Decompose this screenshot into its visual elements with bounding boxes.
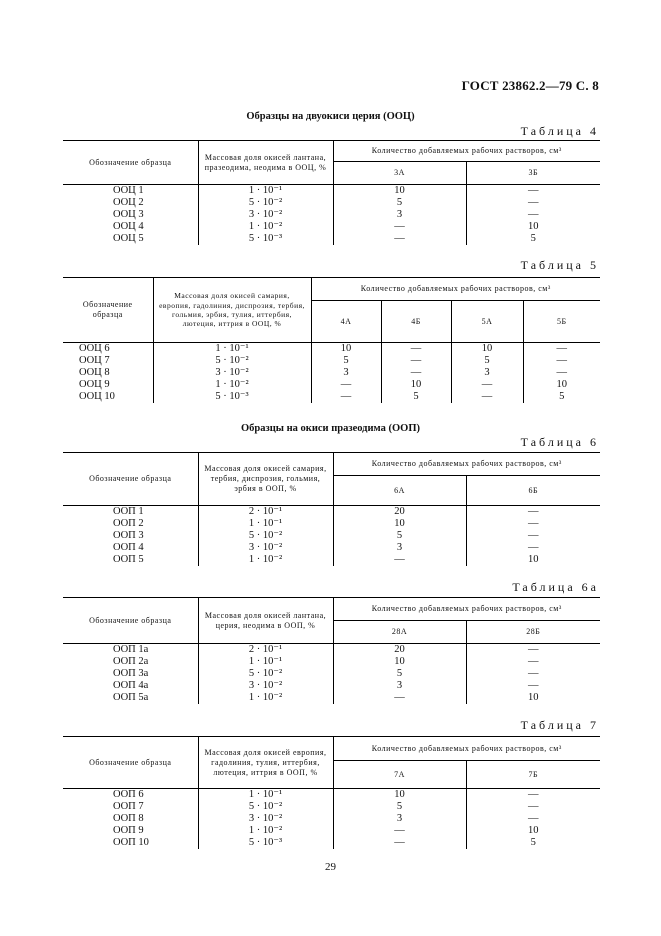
solution-volume: 10 xyxy=(466,221,600,233)
table-6 xyxy=(63,452,600,566)
solution-volume: 10 xyxy=(381,379,451,391)
solution-volume: 10 xyxy=(333,185,466,198)
sample-designation: ООП 2а xyxy=(113,656,149,667)
solution-volume: 3 xyxy=(311,367,381,379)
table-6a-header-designation: Обозначение образца xyxy=(63,598,198,644)
table-5-header-sub: 4Б xyxy=(381,301,451,343)
mass-fraction-value: 3 · 10⁻² xyxy=(153,367,311,379)
table-6a xyxy=(63,597,600,704)
sample-designation: ООЦ 7 xyxy=(79,355,110,366)
table-6a-label: Таблица 6а xyxy=(512,580,599,594)
mass-fraction-value: 3 · 10⁻² xyxy=(198,680,333,692)
solution-volume: 10 xyxy=(523,379,600,391)
solution-volume: 5 xyxy=(333,530,466,542)
solution-volume: 10 xyxy=(451,343,523,356)
solution-volume: — xyxy=(466,656,600,668)
solution-volume: 5 xyxy=(466,233,600,245)
table-7 xyxy=(63,736,600,849)
table-5-header-solutions: Количество добавляемых рабочих растворов, см³ xyxy=(311,278,600,301)
sample-designation: ООЦ 10 xyxy=(79,391,115,402)
table-row xyxy=(63,221,600,233)
table-5-header-sub: 4А xyxy=(311,301,381,343)
sample-designation: ООЦ 2 xyxy=(113,197,144,208)
solution-volume: — xyxy=(333,837,466,849)
table-row xyxy=(63,789,600,802)
table-6a-header-solutions: Количество добавляемых рабочих растворов, см³ xyxy=(333,598,600,621)
table-6-label: Таблица 6 xyxy=(520,435,599,449)
solution-volume: — xyxy=(333,221,466,233)
page-number: 29 xyxy=(325,861,336,873)
mass-fraction-value: 1 · 10⁻² xyxy=(153,379,311,391)
section-title-cerium: Образцы на двуокиси церия (ООЦ) xyxy=(246,111,415,122)
solution-volume: — xyxy=(466,789,600,802)
solution-volume: 10 xyxy=(333,656,466,668)
table-4-header-sub: 3Б xyxy=(466,162,600,185)
solution-volume: — xyxy=(466,518,600,530)
table-6-header-sub: 6Б xyxy=(466,476,600,506)
mass-fraction-value: 1 · 10⁻¹ xyxy=(198,656,333,668)
table-6-header-designation: Обозначение образца xyxy=(63,453,198,506)
solution-volume: 5 xyxy=(333,197,466,209)
mass-fraction-value: 1 · 10⁻² xyxy=(198,692,333,704)
table-5-header-sub: 5А xyxy=(451,301,523,343)
solution-volume: — xyxy=(333,554,466,566)
table-7-header-designation: Обозначение образца xyxy=(63,737,198,789)
solution-volume: 3 xyxy=(333,209,466,221)
solution-volume: — xyxy=(466,668,600,680)
table-row xyxy=(63,554,600,566)
solution-volume: 3 xyxy=(451,367,523,379)
table-row xyxy=(63,391,600,403)
solution-volume: — xyxy=(333,233,466,245)
mass-fraction-value: 5 · 10⁻² xyxy=(153,355,311,367)
table-row xyxy=(63,343,600,356)
mass-fraction-value: 5 · 10⁻³ xyxy=(198,837,333,849)
sample-designation: ООП 6 xyxy=(113,789,144,800)
sample-designation: ООП 4а xyxy=(113,680,149,691)
mass-fraction-value: 1 · 10⁻¹ xyxy=(198,518,333,530)
table-row xyxy=(63,801,600,813)
sample-designation: ООП 4 xyxy=(113,542,144,553)
solution-volume: 10 xyxy=(466,692,600,704)
solution-volume: — xyxy=(381,355,451,367)
table-row xyxy=(63,680,600,692)
solution-volume: 10 xyxy=(333,518,466,530)
table-row xyxy=(63,518,600,530)
solution-volume: 5 xyxy=(381,391,451,403)
mass-fraction-value: 1 · 10⁻¹ xyxy=(153,343,311,356)
table-4-label: Таблица 4 xyxy=(520,124,599,138)
mass-fraction-value: 3 · 10⁻² xyxy=(198,542,333,554)
table-6a-header-sub: 28А xyxy=(333,621,466,644)
solution-volume: — xyxy=(466,644,600,657)
mass-fraction-value: 5 · 10⁻³ xyxy=(153,391,311,403)
solution-volume: — xyxy=(381,343,451,356)
table-row xyxy=(63,644,600,657)
solution-volume: 10 xyxy=(466,825,600,837)
solution-volume: 5 xyxy=(311,355,381,367)
table-4-header-sub: 3А xyxy=(333,162,466,185)
solution-volume: — xyxy=(466,680,600,692)
table-row xyxy=(63,692,600,704)
sample-designation: ООП 5 xyxy=(113,554,144,565)
mass-fraction-value: 2 · 10⁻¹ xyxy=(198,506,333,519)
solution-volume: — xyxy=(333,825,466,837)
solution-volume: — xyxy=(333,692,466,704)
mass-fraction-value: 3 · 10⁻² xyxy=(198,813,333,825)
solution-volume: 5 xyxy=(451,355,523,367)
sample-designation: ООЦ 3 xyxy=(113,209,144,220)
table-row xyxy=(63,530,600,542)
solution-volume: — xyxy=(523,355,600,367)
sample-designation: ООП 5а xyxy=(113,692,149,703)
sample-designation: ООП 7 xyxy=(113,801,144,812)
sample-designation: ООЦ 1 xyxy=(113,185,144,196)
sample-designation: ООП 3а xyxy=(113,668,149,679)
table-row xyxy=(63,542,600,554)
solution-volume: — xyxy=(451,379,523,391)
table-4 xyxy=(63,140,600,245)
mass-fraction-value: 1 · 10⁻² xyxy=(198,825,333,837)
solution-volume: 5 xyxy=(333,668,466,680)
sample-designation: ООП 1 xyxy=(113,506,144,517)
table-7-header-sub: 7А xyxy=(333,761,466,789)
mass-fraction-value: 3 · 10⁻² xyxy=(198,209,333,221)
solution-volume: 3 xyxy=(333,680,466,692)
document-header: ГОСТ 23862.2—79 С. 8 xyxy=(461,78,599,93)
solution-volume: 5 xyxy=(333,801,466,813)
table-row xyxy=(63,379,600,391)
solution-volume: — xyxy=(466,813,600,825)
sample-designation: ООЦ 9 xyxy=(79,379,110,390)
mass-fraction-value: 5 · 10⁻³ xyxy=(198,233,333,245)
section-title-praseodymium: Образцы на окиси празеодима (ООП) xyxy=(241,423,420,434)
solution-volume: — xyxy=(523,367,600,379)
table-row xyxy=(63,668,600,680)
table-row xyxy=(63,355,600,367)
mass-fraction-value: 1 · 10⁻² xyxy=(198,221,333,233)
mass-fraction-value: 5 · 10⁻² xyxy=(198,197,333,209)
solution-volume: 20 xyxy=(333,506,466,519)
table-row xyxy=(63,185,600,198)
solution-volume: — xyxy=(466,209,600,221)
sample-designation: ООП 9 xyxy=(113,825,144,836)
table-5-label: Таблица 5 xyxy=(520,258,599,272)
table-5-header-designation: Обозначение образца xyxy=(63,278,153,343)
sample-designation: ООП 3 xyxy=(113,530,144,541)
table-5 xyxy=(63,277,600,403)
sample-designation: ООЦ 4 xyxy=(113,221,144,232)
table-row xyxy=(63,209,600,221)
table-6-header-solutions: Количество добавляемых рабочих растворов, см³ xyxy=(333,453,600,476)
solution-volume: 20 xyxy=(333,644,466,657)
mass-fraction-value: 5 · 10⁻² xyxy=(198,530,333,542)
solution-volume: 10 xyxy=(333,789,466,802)
solution-volume: — xyxy=(466,185,600,198)
table-6-header-sub: 6А xyxy=(333,476,466,506)
sample-designation: ООЦ 8 xyxy=(79,367,110,378)
sample-designation: ООП 10 xyxy=(113,837,149,848)
table-row xyxy=(63,367,600,379)
solution-volume: — xyxy=(523,343,600,356)
table-row xyxy=(63,506,600,519)
table-row xyxy=(63,197,600,209)
solution-volume: 10 xyxy=(311,343,381,356)
sample-designation: ООЦ 6 xyxy=(79,343,110,354)
solution-volume: 3 xyxy=(333,813,466,825)
mass-fraction-value: 1 · 10⁻¹ xyxy=(198,185,333,198)
table-7-header-mass-fraction: Массовая доля окисей европия, гадолиния, тулия, иттербия, лютеция, иттрия в ООП, % xyxy=(198,737,333,789)
solution-volume: — xyxy=(311,379,381,391)
sample-designation: ООП 1а xyxy=(113,644,149,655)
mass-fraction-value: 2 · 10⁻¹ xyxy=(198,644,333,657)
solution-volume: — xyxy=(466,542,600,554)
solution-volume: — xyxy=(466,197,600,209)
table-7-label: Таблица 7 xyxy=(520,718,599,732)
table-row xyxy=(63,813,600,825)
mass-fraction-value: 1 · 10⁻² xyxy=(198,554,333,566)
table-row xyxy=(63,656,600,668)
mass-fraction-value: 1 · 10⁻¹ xyxy=(198,789,333,802)
table-6-header-mass-fraction: Массовая доля окисей самария, тербия, диспрозия, гольмия, эрбия в ООП, % xyxy=(198,453,333,506)
table-row xyxy=(63,837,600,849)
sample-designation: ООЦ 5 xyxy=(113,233,144,244)
table-4-header-mass-fraction: Массовая доля окисей лантана, празеодима, неодима в ООЦ, % xyxy=(198,141,333,185)
table-7-header-solutions: Количество добавляемых рабочих растворов, см³ xyxy=(333,737,600,761)
sample-designation: ООП 2 xyxy=(113,518,144,529)
solution-volume: 5 xyxy=(523,391,600,403)
table-5-header-sub: 5Б xyxy=(523,301,600,343)
table-row xyxy=(63,233,600,245)
solution-volume: 10 xyxy=(466,554,600,566)
solution-volume: 3 xyxy=(333,542,466,554)
sample-designation: ООП 8 xyxy=(113,813,144,824)
solution-volume: — xyxy=(381,367,451,379)
table-row xyxy=(63,825,600,837)
mass-fraction-value: 5 · 10⁻² xyxy=(198,668,333,680)
table-4-header-designation: Обозначение образца xyxy=(63,141,198,185)
table-4-header-solutions: Количество добавляемых рабочих растворов, см³ xyxy=(333,141,600,162)
table-6a-header-sub: 28Б xyxy=(466,621,600,644)
table-6a-header-mass-fraction: Массовая доля окисей лантана, церия, неодима в ООП, % xyxy=(198,598,333,644)
solution-volume: — xyxy=(311,391,381,403)
solution-volume: 5 xyxy=(466,837,600,849)
table-7-header-sub: 7Б xyxy=(466,761,600,789)
solution-volume: — xyxy=(466,530,600,542)
mass-fraction-value: 5 · 10⁻² xyxy=(198,801,333,813)
solution-volume: — xyxy=(466,801,600,813)
table-5-header-mass-fraction: Массовая доля окисей самария, европия, гадолиния, диспрозия, тербия, гольмия, эрбия, тулия, иттербия, лютеция, иттрия в ООЦ, % xyxy=(153,278,311,343)
solution-volume: — xyxy=(451,391,523,403)
solution-volume: — xyxy=(466,506,600,519)
